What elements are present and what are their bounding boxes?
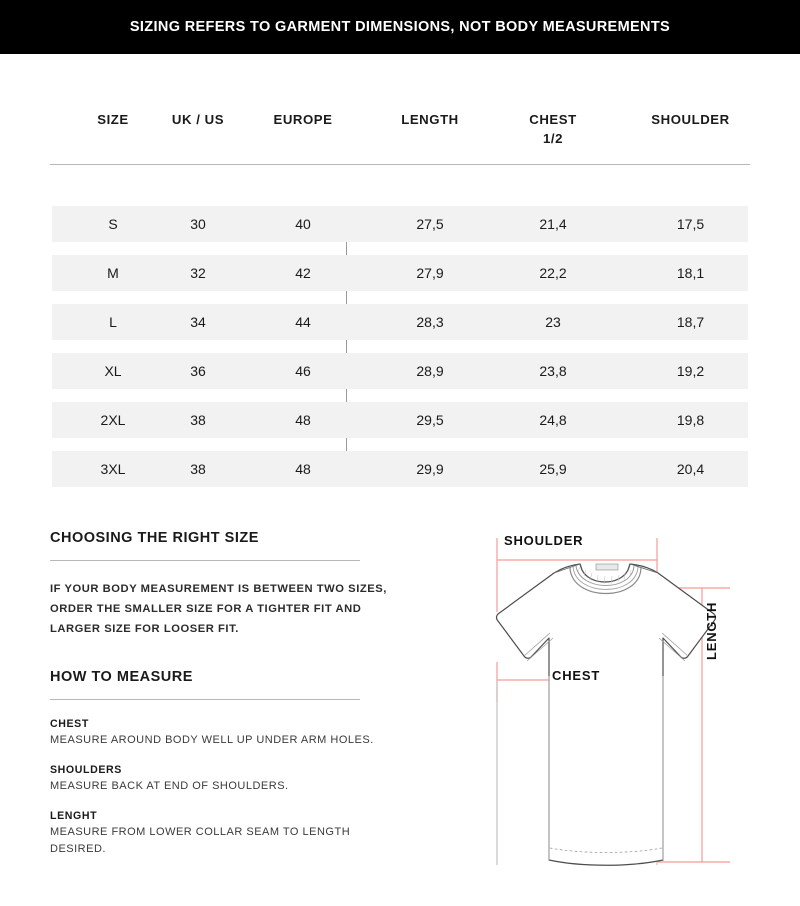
table-row <box>52 255 748 291</box>
sizing-banner <box>0 0 800 54</box>
size-chart-table <box>0 54 800 494</box>
table-cell-shoulder: 19,8 <box>676 412 705 428</box>
table-row <box>52 402 748 438</box>
table-cell-uk-us: 36 <box>190 363 206 379</box>
tshirt-outline <box>497 564 716 865</box>
tshirt-measurement-diagram <box>430 520 790 900</box>
column-header-europe: EUROPE <box>273 112 333 127</box>
table-cell-chest: 25,9 <box>539 461 567 477</box>
table-vertical-divider <box>346 210 347 484</box>
choosing-line: ORDER THE SMALLER SIZE FOR A TIGHTER FIT AND <box>50 603 362 615</box>
table-cell-shoulder: 19,2 <box>676 363 705 379</box>
sizing-banner-text: SIZING REFERS TO GARMENT DIMENSIONS, NOT BODY MEASUREMENTS <box>129 19 671 35</box>
table-cell-europe: 46 <box>295 363 311 379</box>
table-cell-europe: 48 <box>295 461 311 477</box>
neck-tag <box>596 564 618 570</box>
table-cell-size: M <box>107 265 119 281</box>
table-cell-shoulder: 18,1 <box>676 265 705 281</box>
info-column <box>50 530 387 858</box>
column-header-uk-us: UK / US <box>171 112 225 127</box>
measure-item-label: CHEST <box>50 718 89 730</box>
table-cell-europe: 44 <box>295 314 311 330</box>
choosing-section-title: CHOOSING THE RIGHT SIZE <box>50 530 259 546</box>
diagram-shoulder-label: SHOULDER <box>504 533 584 548</box>
diagram-chest-label: CHEST <box>552 668 601 683</box>
header-divider-rule <box>50 164 750 165</box>
measure-item-text: MEASURE AROUND BODY WELL UP UNDER ARM HOLES. <box>50 734 374 746</box>
table-cell-uk-us: 38 <box>190 412 206 428</box>
table-row <box>52 451 748 487</box>
table-cell-size: 3XL <box>100 461 126 477</box>
table-cell-size: L <box>109 314 117 330</box>
table-cell-uk-us: 32 <box>190 265 206 281</box>
table-cell-shoulder: 20,4 <box>676 461 705 477</box>
choosing-body <box>50 579 387 639</box>
table-cell-europe: 48 <box>295 412 311 428</box>
column-header-chest-sub: 1/2 <box>543 131 563 146</box>
table-cell-chest: 23,8 <box>539 363 567 379</box>
table-cell-length: 28,9 <box>416 363 444 379</box>
table-cell-length: 29,5 <box>416 412 444 428</box>
column-header-chest: CHEST 1/2 <box>498 110 608 148</box>
column-header-size: SIZE <box>97 112 129 127</box>
measure-item-shoulders <box>50 762 380 795</box>
table-cell-europe: 42 <box>295 265 311 281</box>
table-cell-length: 28,3 <box>416 314 444 330</box>
table-cell-shoulder: 18,7 <box>676 314 705 330</box>
table-cell-size: S <box>108 216 118 232</box>
table-cell-size: XL <box>104 363 122 379</box>
table-row <box>52 304 748 340</box>
measure-item-chest <box>50 716 380 749</box>
choosing-line: LARGER SIZE FOR LOOSER FIT. <box>50 623 239 635</box>
measure-item-text: MEASURE FROM LOWER COLLAR SEAM TO LENGTH <box>50 826 351 838</box>
table-cell-chest: 24,8 <box>539 412 567 428</box>
table-cell-uk-us: 34 <box>190 314 206 330</box>
table-row <box>52 353 748 389</box>
table-cell-uk-us: 30 <box>190 216 206 232</box>
table-cell-uk-us: 38 <box>190 461 206 477</box>
table-cell-chest: 22,2 <box>539 265 567 281</box>
diagram-length-label: LENGTH <box>704 601 719 660</box>
table-cell-length: 27,5 <box>416 216 444 232</box>
measure-item-text: MEASURE BACK AT END OF SHOULDERS. <box>50 780 289 792</box>
table-cell-chest: 21,4 <box>539 216 567 232</box>
table-cell-length: 29,9 <box>416 461 444 477</box>
table-cell-chest: 23 <box>545 314 561 330</box>
choosing-line: IF YOUR BODY MEASUREMENT IS BETWEEN TWO SIZES, <box>50 583 387 595</box>
measure-item-length <box>50 808 380 858</box>
table-row <box>52 206 748 242</box>
measure-item-label: LENGHT <box>50 810 98 822</box>
measure-item-text: DESIRED. <box>50 843 106 855</box>
how-to-measure-section-title: HOW TO MEASURE <box>50 669 193 685</box>
table-cell-length: 27,9 <box>416 265 444 281</box>
column-header-shoulder: SHOULDER <box>651 112 730 127</box>
table-cell-size: 2XL <box>100 412 126 428</box>
table-cell-shoulder: 17,5 <box>676 216 705 232</box>
tshirt-diagram-svg <box>430 520 790 900</box>
column-header-length: LENGTH <box>401 112 459 127</box>
table-cell-europe: 40 <box>295 216 311 232</box>
measure-item-label: SHOULDERS <box>50 764 122 776</box>
table-header-row <box>50 110 750 158</box>
